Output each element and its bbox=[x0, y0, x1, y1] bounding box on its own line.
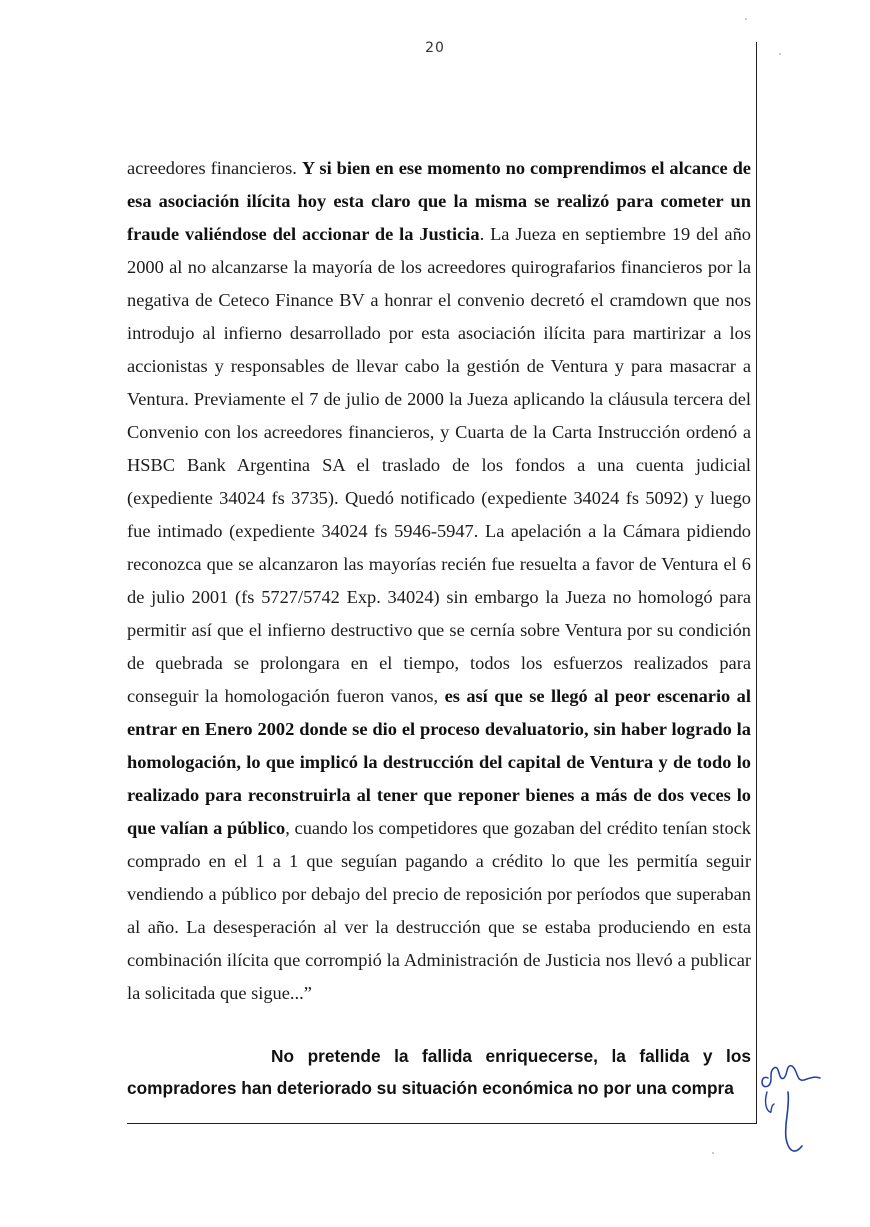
body-paragraph bbox=[127, 152, 751, 1010]
body-text-segment: , cuando los competidores que gozaban del crédito tenían stock comprado en el 1 a 1 que seguían pagando a crédito lo que les permitía seguir vendiendo a público por debajo del precio de reposición por períodos que superaban al año. La desesperación al ver la destrucción que se estaba produciendo en esta combinación ilícita que corrompió la Administración de Justicia nos llevó a publicar la solicitada que sigue...” bbox=[127, 818, 751, 1003]
page-number: 20 bbox=[425, 40, 445, 56]
closing-paragraph: No pretende la fallida enriquecerse, la fallida y los compradores han deteriorado su situación económica no por una compra bbox=[127, 1046, 751, 1098]
body-bold-segment: Y si bien en ese momento no comprendimos el alcance de esa asociación ilícita hoy esta claro que la misma se realizó para cometer un fraude valiéndose del accionar de la Justicia bbox=[127, 158, 751, 244]
body-text-segment: acreedores financieros. bbox=[127, 158, 297, 178]
body-bold-segment: es así que se llegó al peor escenario al entrar en Enero 2002 donde se dio el proceso devaluatorio, sin haber logrado la homologación, lo que implicó la destrucción del capital de Ventura y de todo lo realizado para reconstruirla al tener que reponer bienes a más de dos veces lo que valían a público bbox=[127, 686, 751, 838]
right-margin-rule bbox=[756, 42, 757, 1124]
scan-speck bbox=[712, 1152, 714, 1154]
scan-speck bbox=[779, 53, 781, 55]
bottom-rule bbox=[127, 1123, 757, 1124]
scan-speck bbox=[745, 18, 747, 20]
body-text-segment: . La Jueza en septiembre 19 del año 2000 al no alcanzarse la mayoría de los acreedores quirografarios financieros por la negativa de Ceteco Finance BV a honrar el convenio decretó el cramdown que nos introdujo al infierno desarrollado por esta asociación ilícita para martirizar a los accionistas y responsables de llevar cabo la gestión de Ventura y para masacrar a Ventura. Previamente el 7 de julio de 2000 la Jueza aplicando la cláusula tercera del Convenio con los acreedores financieros, y Cuarta de la Carta Instrucción ordenó a HSBC Bank Argentina SA el traslado de los fondos a una cuenta judicial (expediente 34024 fs 3735). Quedó notificado (expediente 34024 fs 5092) y luego fue intimado (expediente 34024 fs 5946-5947. La apelación a la Cámara pidiendo reconozca que se alcanzaron las mayorías recién fue resuelta a favor de Ventura el 6 de julio 2001 (fs 5727/5742 Exp. 34024) sin embargo la Jueza no homologó para permitir así que el infierno destructivo que se cernía sobre Ventura por su condición de quebrada se prolongara en el tiempo, todos los esfuerzos realizados para conseguir la homologación fueron vanos, bbox=[127, 224, 751, 706]
handwritten-signature-icon bbox=[758, 1052, 822, 1158]
